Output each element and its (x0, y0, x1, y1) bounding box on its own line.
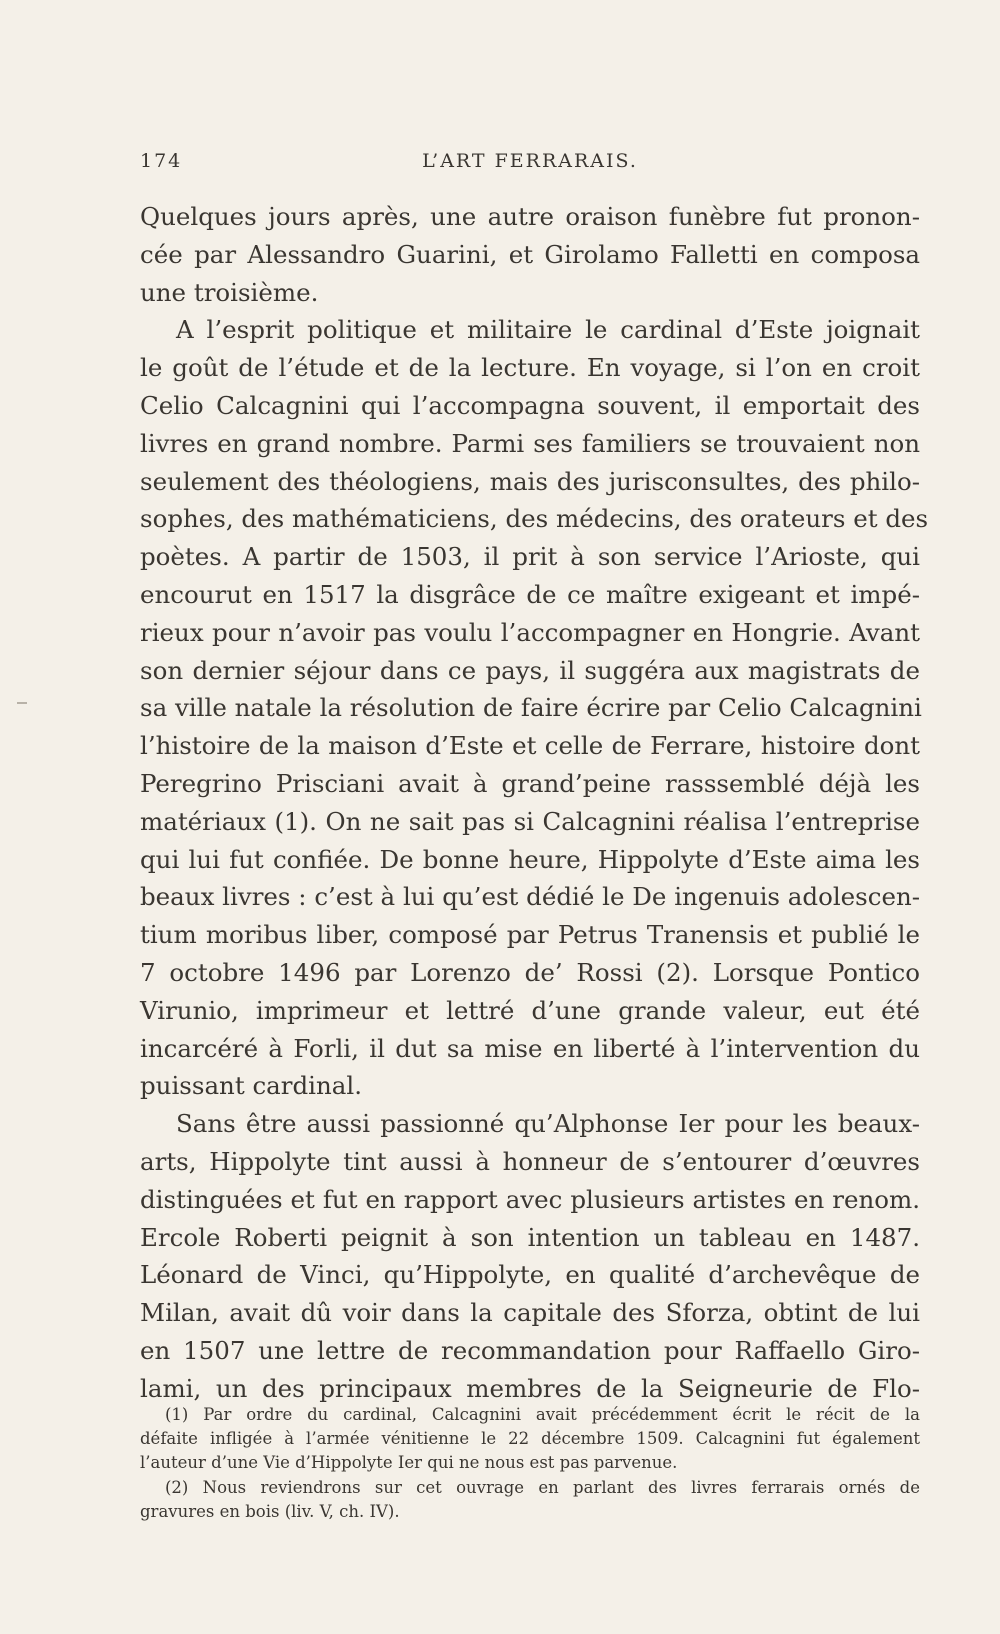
body-line: matériaux (1). On ne sait pas si Calcagnini réalisa l’entreprise (140, 806, 920, 836)
page-number: 174 (140, 150, 183, 172)
body-line: Quelques jours après, une autre oraison funèbre fut pronon- (140, 202, 920, 231)
body-line: Peregrino Prisciani avait à grand’peine rasssemblé déjà les (140, 768, 920, 798)
body-line: sophes, des mathématiciens, des médecins, des orateurs et des (140, 504, 929, 534)
body-line: Léonard de Vinci, qu’Hippolyte, en qualité d’archevêque de (140, 1260, 920, 1290)
body-line: Virunio, imprimeur et lettré d’une grande valeur, eut été (140, 995, 920, 1025)
body-line: 7 octobre 1496 par Lorenzo de’ Rossi (2). Lorsque Pontico (140, 957, 920, 987)
page-header (140, 150, 920, 180)
body-line: Celio Calcagnini qui l’accompagna souvent, il emportait des (140, 390, 920, 420)
footnote-line: (2) Nous reviendrons sur cet ouvrage en parlant des livres ferrarais ornés de (165, 1477, 920, 1497)
body-line: qui lui fut confiée. De bonne heure, Hippolyte d’Este aima les (140, 844, 920, 874)
body-line: une troisième. (140, 277, 319, 307)
body-line: seulement des théologiens, mais des jurisconsultes, des philo- (140, 466, 920, 496)
body-line: cée par Alessandro Guarini, et Girolamo Falletti en composa (140, 239, 920, 269)
footnotes (140, 1403, 920, 1524)
body-line: encourut en 1517 la disgrâce de ce maître exigeant et impé- (140, 579, 920, 609)
body-line: puissant cardinal. (140, 1071, 363, 1101)
body-line: arts, Hippolyte tint aussi à honneur de s’entourer d’œuvres (140, 1146, 920, 1176)
body-line: l’histoire de la maison d’Este et celle de Ferrare, histoire dont (140, 731, 920, 761)
body-text (140, 198, 929, 1408)
body-line: A l’esprit politique et militaire le cardinal d’Este joignait (176, 315, 920, 345)
body-line: Ercole Roberti peignit à son intention un tableau en 1487. (140, 1222, 920, 1252)
body-line: sa ville natale la résolution de faire écrire par Celio Calcagnini (140, 693, 922, 723)
body-line: en 1507 une lettre de recommandation pour Raffaello Giro- (140, 1335, 920, 1365)
footnote-line: (1) Par ordre du cardinal, Calcagnini avait précédemment écrit le récit de la (165, 1405, 920, 1424)
body-line: incarcéré à Forli, il dut sa mise en liberté à l’intervention du (140, 1033, 920, 1063)
body-line: distinguées et fut en rapport avec plusieurs artistes en renom. (140, 1184, 920, 1214)
footnote-line: gravures en bois (liv. V, ch. IV). (140, 1501, 400, 1521)
body-line: rieux pour n’avoir pas voulu l’accompagner en Hongrie. Avant (140, 617, 920, 647)
running-title: L’ART FERRARAIS. (422, 150, 638, 172)
footnote-line: l’auteur d’une Vie d’Hippolyte Ier qui ne nous est pas parvenue. (140, 1453, 678, 1473)
body-line: lami, un des principaux membres de la Seigneurie de Flo- (140, 1373, 920, 1403)
body-line: beaux livres : c’est à lui qu’est dédié le De ingenuis adolescen- (140, 882, 920, 912)
body-line: Sans être aussi passionné qu’Alphonse Ier pour les beaux- (176, 1109, 920, 1139)
body-line: tium moribus liber, composé par Petrus Tranensis et publié le (140, 920, 920, 950)
footnote-line: défaite infligée à l’armée vénitienne le 22 décembre 1509. Calcagnini fut également (140, 1429, 920, 1449)
body-line: poètes. A partir de 1503, il prit à son service l’Arioste, qui (140, 542, 920, 572)
body-line: le goût de l’étude et de la lecture. En voyage, si l’on en croit (140, 353, 920, 383)
body-line: son dernier séjour dans ce pays, il suggéra aux magistrats de (140, 655, 920, 685)
body-line: livres en grand nombre. Parmi ses familiers se trouvaient non (140, 428, 920, 458)
margin-mark (17, 702, 27, 704)
body-line: Milan, avait dû voir dans la capitale des Sforza, obtint de lui (140, 1298, 920, 1328)
